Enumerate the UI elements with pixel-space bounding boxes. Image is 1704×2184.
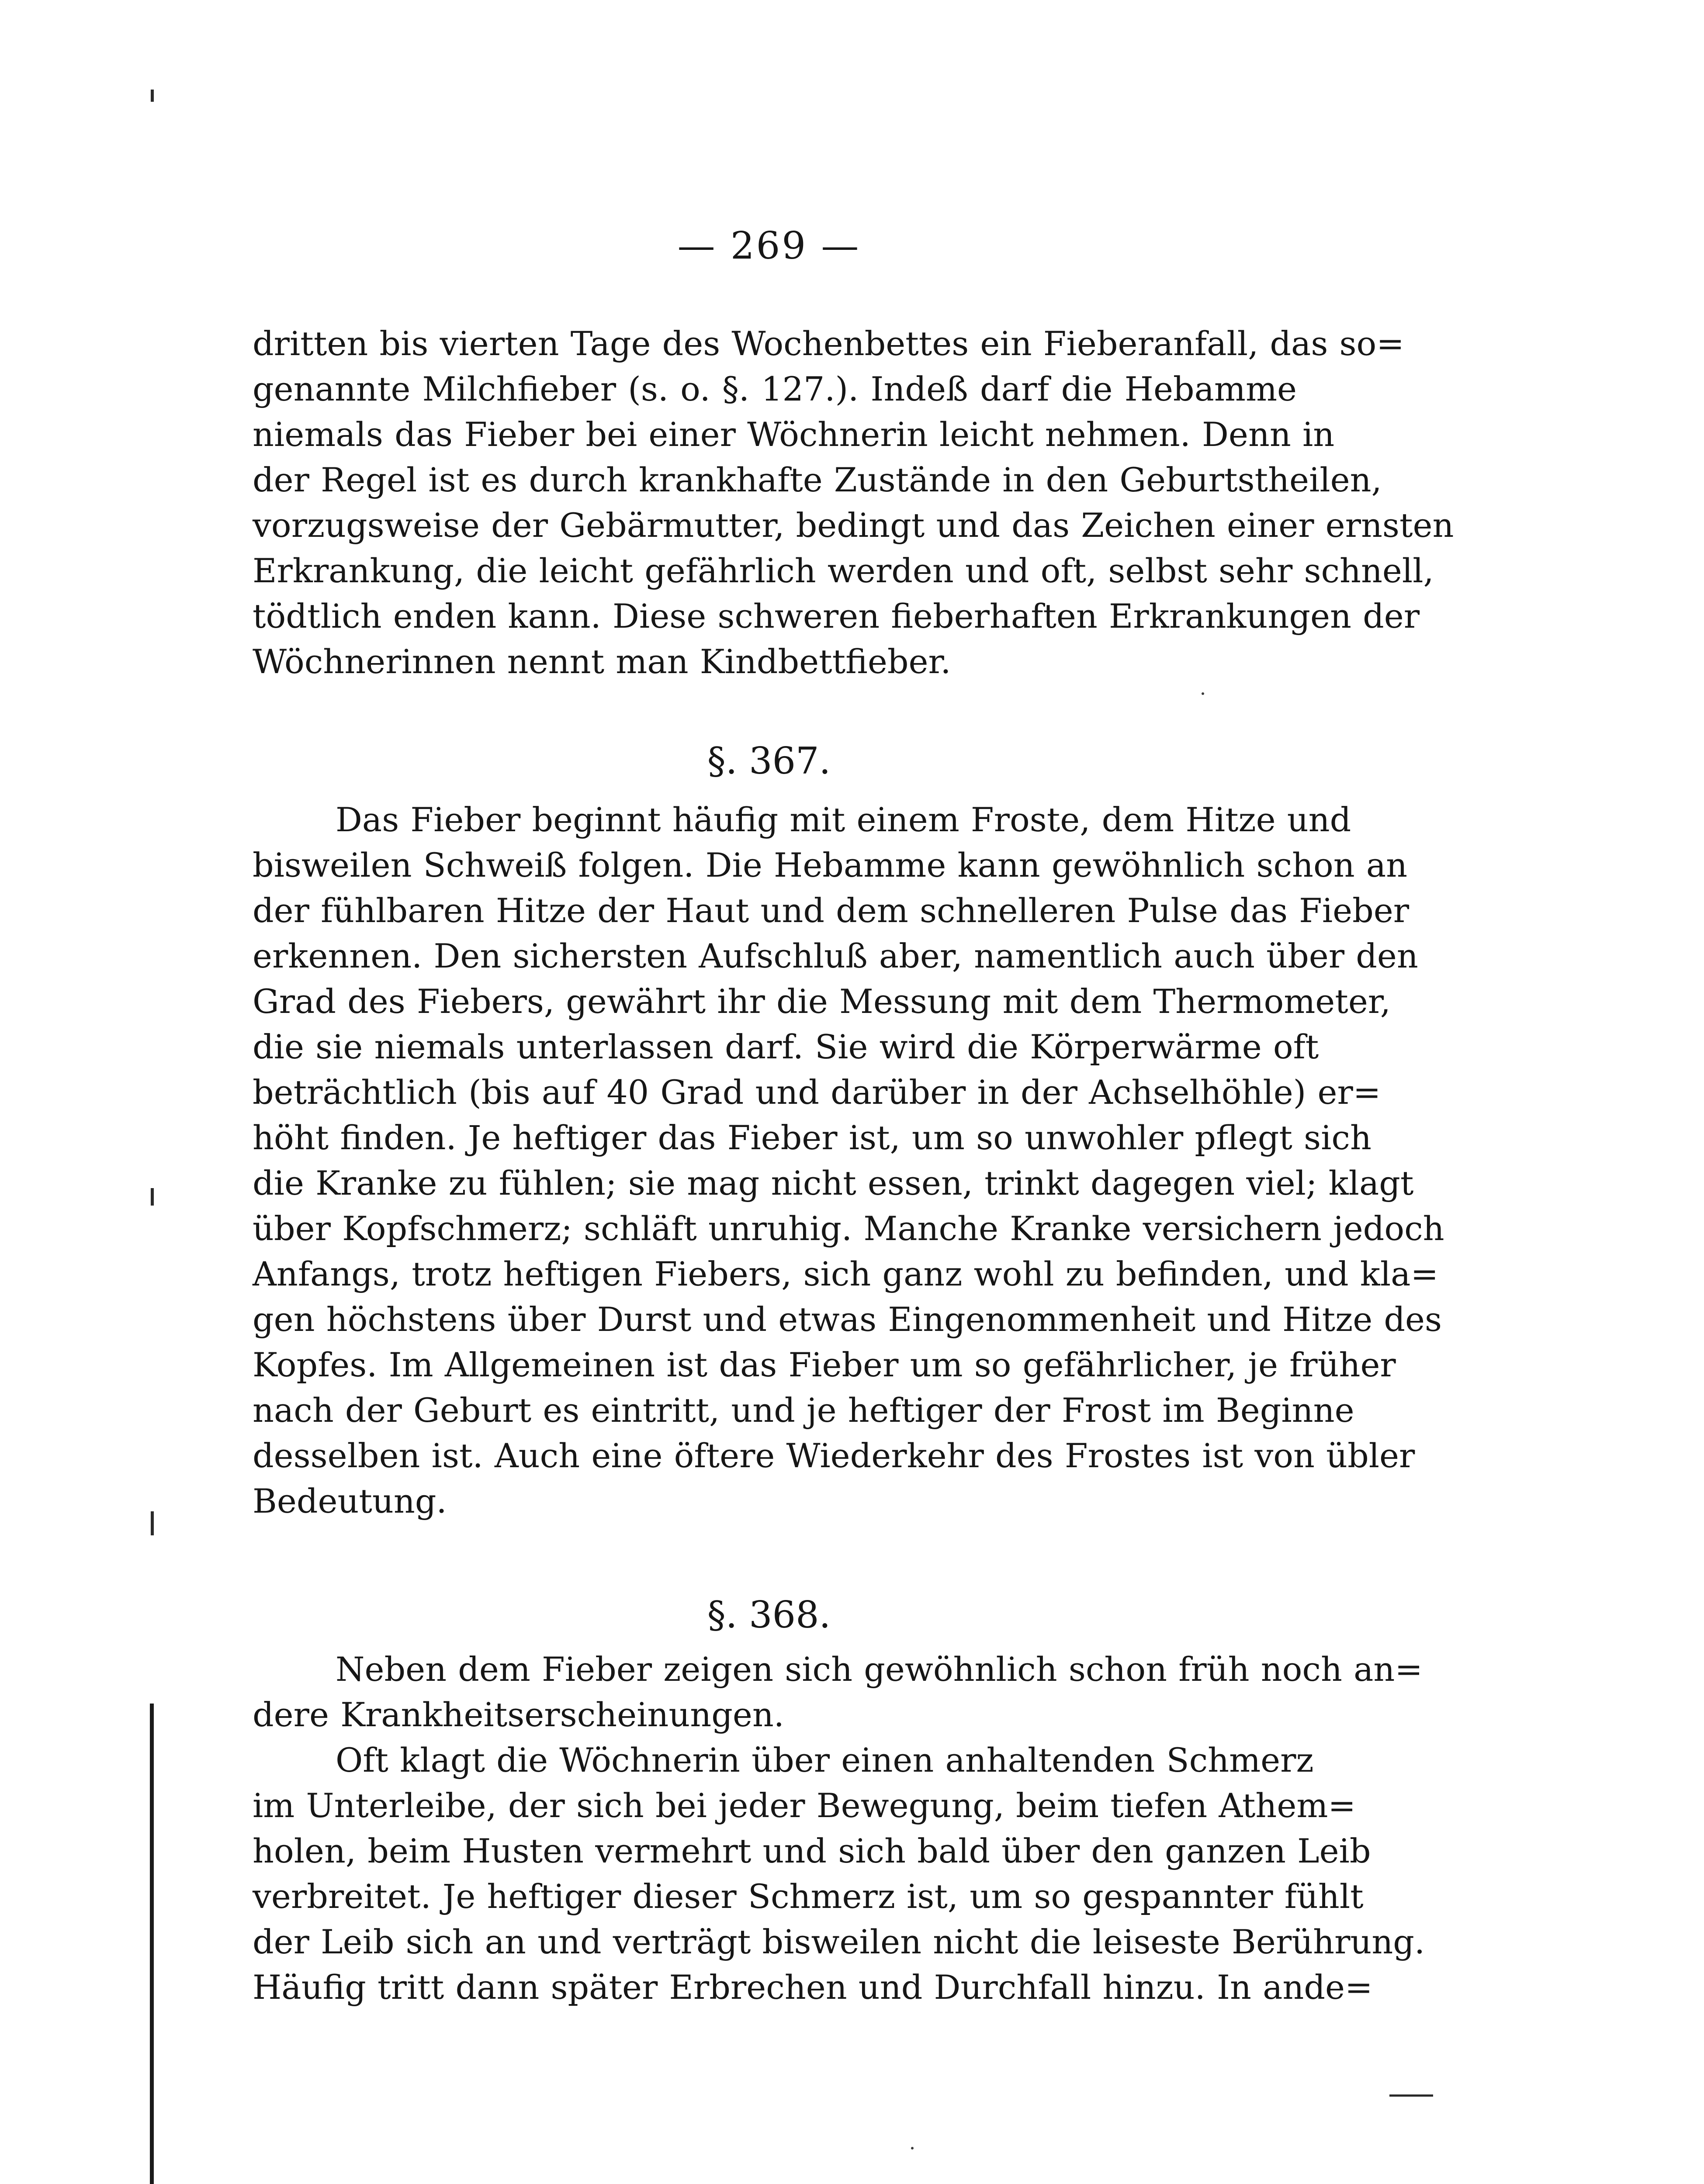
text-line: Bedeutung.: [253, 1482, 447, 1521]
text-line: desselben ist. Auch eine öftere Wiederkehr des Frostes ist von übler: [253, 1436, 1415, 1475]
text-line: erkennen. Den sichersten Aufschluß aber, namentlich auch über den: [253, 936, 1418, 975]
text-line: über Kopfschmerz; schläft unruhig. Manche Kranke versichern jedoch: [253, 1209, 1444, 1248]
text-line: vorzugsweise der Gebärmutter, bedingt und das Zeichen einer ernsten: [253, 506, 1454, 545]
text-line: Wöchnerinnen nennt man Kindbettfieber.: [253, 642, 951, 681]
text-line: dritten bis vierten Tage des Wochenbettes ein Fieberanfall, das so=: [253, 324, 1404, 363]
text-line: Häufig tritt dann später Erbrechen und Durchfall hinzu. In ande=: [253, 1968, 1373, 2007]
text-line: tödtlich enden kann. Diese schweren fieberhaften Erkrankungen der: [253, 597, 1420, 636]
text-line: verbreitet. Je heftiger dieser Schmerz ist, um so gespannter fühlt: [253, 1877, 1364, 1916]
page-number: — 269 —: [677, 224, 861, 268]
text-line: gen höchstens über Durst und etwas Eingenommenheit und Hitze des: [253, 1300, 1442, 1339]
text-line: Das Fieber beginnt häufig mit einem Froste, dem Hitze und: [336, 800, 1351, 839]
text-line: der Regel ist es durch krankhafte Zustände in den Geburtstheilen,: [253, 460, 1382, 499]
binding-mark: [151, 90, 154, 102]
text-line: der Leib sich an und verträgt bisweilen nicht die leiseste Berührung.: [253, 1922, 1425, 1961]
text-line: Grad des Fiebers, gewährt ihr die Messung mit dem Thermometer,: [253, 982, 1391, 1021]
text-line: Erkrankung, die leicht gefährlich werden und oft, selbst sehr schnell,: [253, 551, 1434, 590]
binding-edge: [150, 1704, 154, 2184]
section-heading-367: §. 367.: [707, 740, 831, 782]
text-line: der fühlbaren Hitze der Haut und dem schnelleren Pulse das Fieber: [253, 891, 1410, 930]
text-line: dere Krankheitserscheinungen.: [253, 1695, 784, 1734]
binding-mark: [151, 1511, 154, 1535]
paper-speck: [911, 2147, 914, 2149]
text-line: höht finden. Je heftiger das Fieber ist, um so unwohler pflegt sich: [253, 1118, 1372, 1157]
text-line: genannte Milchfieber (s. o. §. 127.). Indeß darf die Hebamme: [253, 370, 1297, 408]
binding-mark: [151, 1188, 154, 1206]
text-line: Anfangs, trotz heftigen Fiebers, sich ganz wohl zu befinden, und kla=: [253, 1254, 1439, 1293]
text-line: nach der Geburt es eintritt, und je heftiger der Frost im Beginne: [253, 1391, 1354, 1430]
text-line: bisweilen Schweiß folgen. Die Hebamme kann gewöhnlich schon an: [253, 846, 1408, 885]
text-line: die Kranke zu fühlen; sie mag nicht essen, trinkt dagegen viel; klagt: [253, 1164, 1414, 1203]
margin-dash: [1389, 2094, 1433, 2097]
paragraph-continuation: [253, 321, 1454, 684]
text-line: Neben dem Fieber zeigen sich gewöhnlich schon früh noch an=: [336, 1650, 1423, 1689]
paper-speck: [1202, 692, 1204, 695]
text-line: die sie niemals unterlassen darf. Sie wird die Körperwärme oft: [253, 1027, 1319, 1066]
paragraph-368-intro: [253, 1647, 1423, 1738]
text-line: Oft klagt die Wöchnerin über einen anhaltenden Schmerz: [336, 1741, 1314, 1780]
paragraph-367: [253, 797, 1444, 1524]
paragraph-368-body: [253, 1738, 1425, 2010]
text-line: Kopfes. Im Allgemeinen ist das Fieber um so gefährlicher, je früher: [253, 1345, 1396, 1384]
text-line: holen, beim Husten vermehrt und sich bald über den ganzen Leib: [253, 1832, 1371, 1870]
text-line: niemals das Fieber bei einer Wöchnerin leicht nehmen. Denn in: [253, 415, 1335, 454]
text-line: im Unterleibe, der sich bei jeder Bewegung, beim tiefen Athem=: [253, 1786, 1356, 1825]
text-line: beträchtlich (bis auf 40 Grad und darüber in der Achselhöhle) er=: [253, 1073, 1381, 1112]
section-heading-368: §. 368.: [707, 1593, 831, 1636]
